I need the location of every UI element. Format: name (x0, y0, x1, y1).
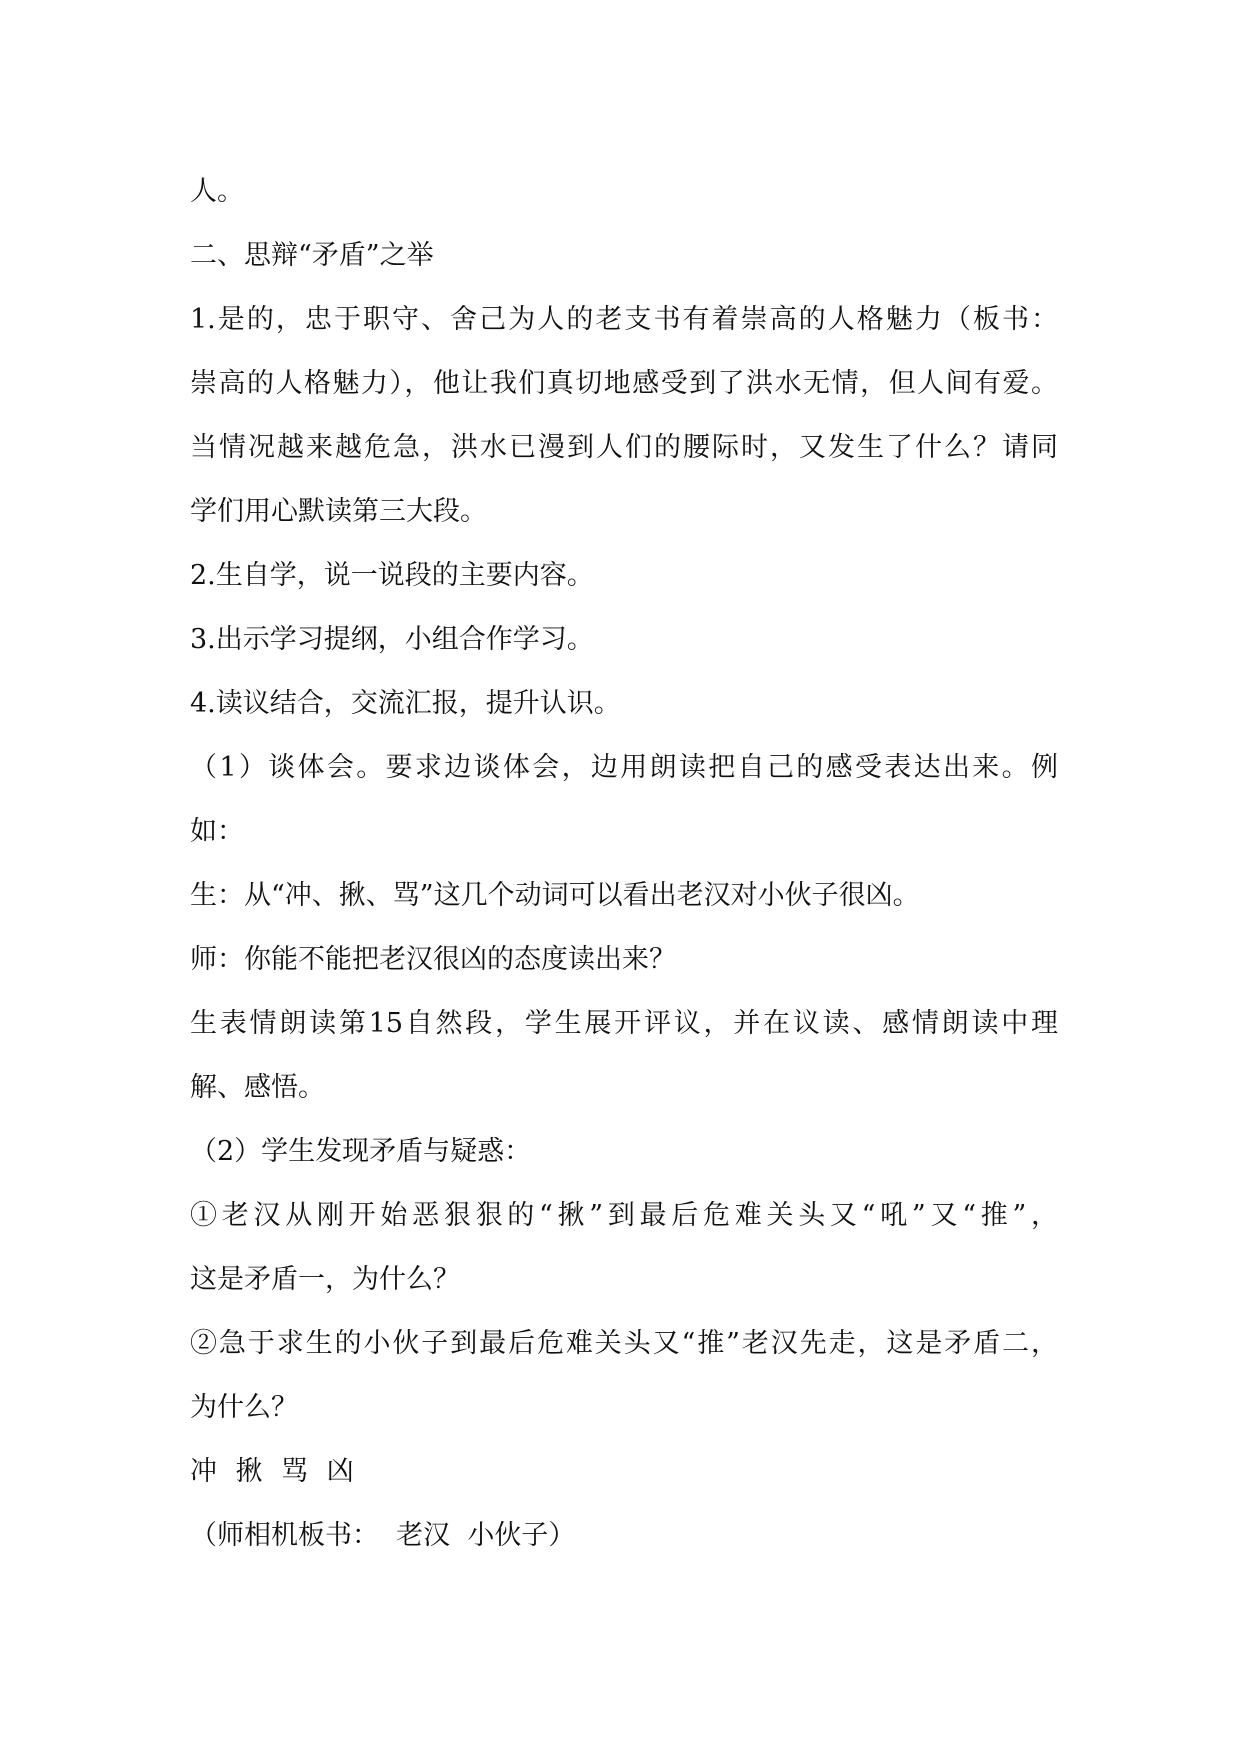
text-line: 当情况越来越危急，洪水已漫到人们的腰际时，又发生了什么？请同 (190, 432, 1058, 463)
board-words: 冲 揪 骂 凶 (190, 1456, 354, 1487)
text-line: 生表情朗读第15自然段，学生展开评议，并在议读、感情朗读中理 (190, 1008, 1058, 1039)
board-note: （师相机板书： 老汉 小伙子） (190, 1520, 576, 1551)
text-line: 学们用心默读第三大段。 (190, 496, 487, 527)
dialogue-line: 生：从“冲、揪、骂”这几个动词可以看出老汉对小伙子很凶。 (190, 880, 920, 911)
section-heading: 二、思辩“矛盾”之举 (190, 240, 434, 271)
text-line: 为什么？ (190, 1392, 298, 1423)
list-item: 3.出示学习提纲，小组合作学习。 (190, 624, 594, 655)
text-line: （1）谈体会。要求边谈体会，边用朗读把自己的感受表达出来。例 (190, 752, 1058, 783)
text-line: 这是矛盾一，为什么？ (190, 1264, 460, 1295)
document-body (190, 160, 1058, 1568)
text-line: ②急于求生的小伙子到最后危难关头又“推”老汉先走，这是矛盾二， (190, 1328, 1058, 1359)
text-line: （2）学生发现矛盾与疑惑： (190, 1136, 532, 1167)
list-item: 4.读议结合，交流汇报，提升认识。 (190, 688, 621, 719)
text-line: 崇高的人格魅力），他让我们真切地感受到了洪水无情，但人间有爱。 (190, 368, 1058, 399)
dialogue-line: 师：你能不能把老汉很凶的态度读出来？ (190, 944, 676, 975)
text-line: 人。 (190, 176, 244, 207)
text-line: ①老汉从刚开始恶狠狠的“揪”到最后危难关头又“吼”又“推”， (190, 1200, 1058, 1231)
text-line: 如： (190, 816, 244, 847)
text-line: 1.是的，忠于职守、舍己为人的老支书有着崇高的人格魅力（板书： (190, 304, 1058, 335)
list-item: 2.生自学，说一说段的主要内容。 (190, 560, 594, 591)
text-line: 解、感悟。 (190, 1072, 325, 1103)
